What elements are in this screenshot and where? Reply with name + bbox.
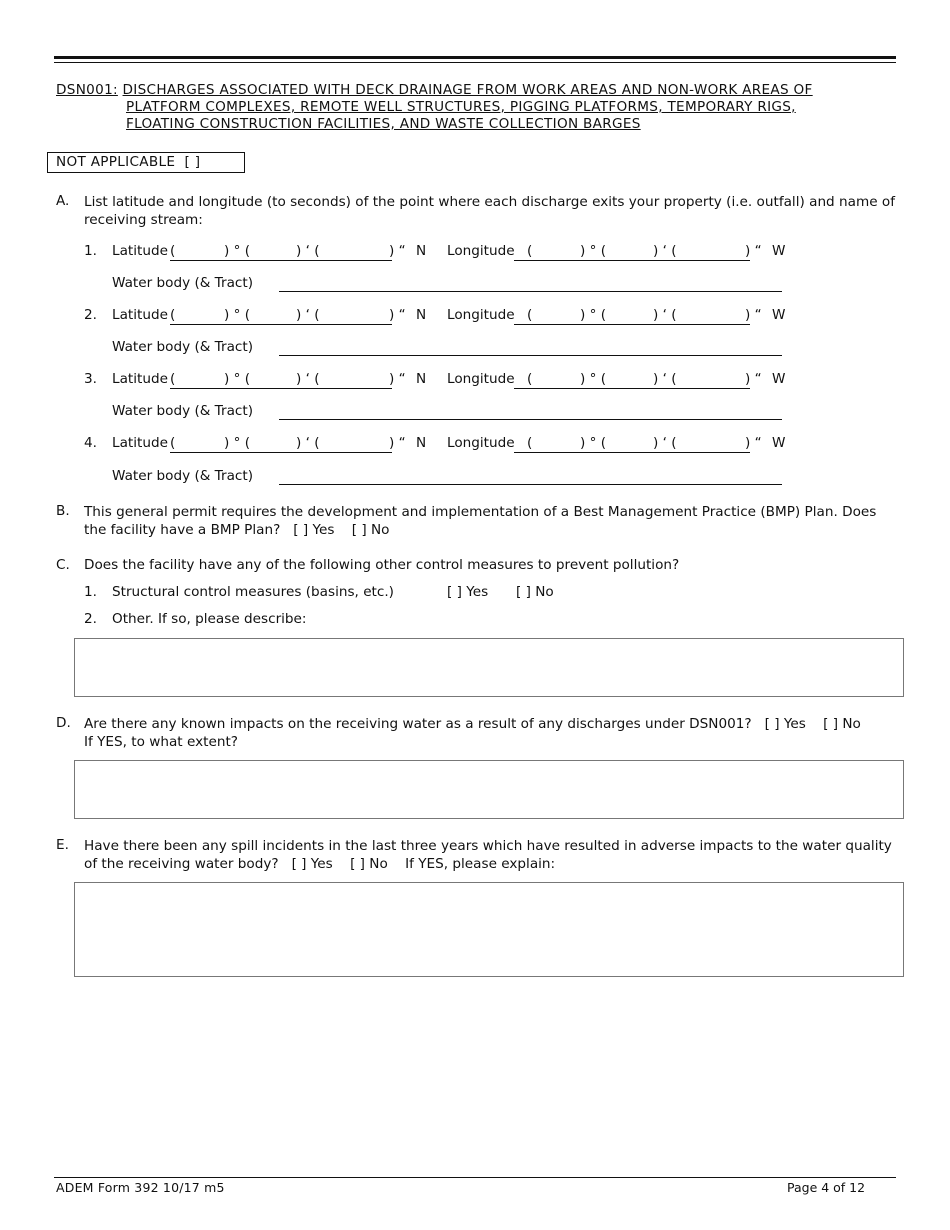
north-label: N <box>416 307 427 323</box>
spill-incidents-yes-checkbox[interactable]: [ ] Yes <box>291 856 333 872</box>
latitude-minutes-symbol: ) ‘ ( <box>296 307 320 323</box>
not-applicable-checkbox[interactable] <box>47 152 245 173</box>
longitude-seconds-symbol: ) “ <box>745 307 762 323</box>
longitude-degrees-symbol: ) ° ( <box>580 307 607 323</box>
longitude-degrees-symbol: ) ° ( <box>580 435 607 451</box>
section-title-line3: FLOATING CONSTRUCTION FACILITIES, AND WASTE COLLECTION BARGES <box>126 116 641 132</box>
west-label: W <box>772 435 786 451</box>
latitude-open-paren: ( <box>170 243 176 259</box>
north-label: N <box>416 435 427 451</box>
water-body-label: Water body (& Tract) <box>112 339 254 355</box>
footer-form-id: ADEM Form 392 10/17 m5 <box>56 1180 225 1195</box>
longitude-input-line[interactable] <box>514 388 750 389</box>
longitude-minutes-symbol: ) ‘ ( <box>653 307 677 323</box>
latitude-seconds-symbol: ) “ <box>389 435 406 451</box>
question-c-letter: C. <box>56 557 70 573</box>
latitude-label: Latitude <box>112 435 168 451</box>
latitude-label: Latitude <box>112 243 168 259</box>
latitude-label: Latitude <box>112 371 168 387</box>
longitude-input-line[interactable] <box>514 324 750 325</box>
longitude-label: Longitude <box>447 371 515 387</box>
longitude-minutes-symbol: ) ‘ ( <box>653 243 677 259</box>
row-number: 2. <box>84 307 97 323</box>
footer-rule <box>54 1177 896 1178</box>
latitude-seconds-symbol: ) “ <box>389 243 406 259</box>
longitude-input-line[interactable] <box>514 452 750 453</box>
not-applicable-box: [ ] <box>184 154 201 170</box>
longitude-open-paren: ( <box>527 243 533 259</box>
spill-incidents-no-checkbox[interactable]: [ ] No <box>350 856 388 872</box>
question-d-followup: If YES, to what extent? <box>84 734 238 750</box>
latitude-open-paren: ( <box>170 307 176 323</box>
question-b-text: This general permit requires the development and implementation of a Best Management Practice (BMP) Plan. Does the facility have a BMP Plan? <box>84 504 877 538</box>
latitude-degrees-symbol: ) ° ( <box>224 307 251 323</box>
question-e-block <box>84 837 896 873</box>
water-body-input-line[interactable] <box>279 355 782 356</box>
longitude-open-paren: ( <box>527 307 533 323</box>
footer-page-number: Page 4 of 12 <box>787 1180 866 1195</box>
question-a-letter: A. <box>56 193 70 209</box>
water-body-label: Water body (& Tract) <box>112 468 254 484</box>
longitude-minutes-symbol: ) ‘ ( <box>653 435 677 451</box>
latitude-input-line[interactable] <box>170 324 392 325</box>
question-b-letter: B. <box>56 503 70 519</box>
structural-control-label: Structural control measures (basins, etc.) <box>112 584 394 600</box>
not-applicable-label: NOT APPLICABLE <box>56 154 176 170</box>
other-control-description-box[interactable] <box>74 638 904 697</box>
latitude-degrees-symbol: ) ° ( <box>224 371 251 387</box>
section-title-line2: PLATFORM COMPLEXES, REMOTE WELL STRUCTURES, PIGGING PLATFORMS, TEMPORARY RIGS, <box>126 99 796 115</box>
spill-explanation-box[interactable] <box>74 882 904 977</box>
question-d-letter: D. <box>56 715 71 731</box>
impact-extent-box[interactable] <box>74 760 904 819</box>
longitude-seconds-symbol: ) “ <box>745 371 762 387</box>
structural-control-no-checkbox[interactable]: [ ] No <box>516 584 554 600</box>
west-label: W <box>772 371 786 387</box>
question-c-item1-num: 1. <box>84 584 97 600</box>
bmp-plan-no-checkbox[interactable]: [ ] No <box>351 522 390 538</box>
latitude-open-paren: ( <box>170 371 176 387</box>
longitude-open-paren: ( <box>527 371 533 387</box>
west-label: W <box>772 243 786 259</box>
water-body-label: Water body (& Tract) <box>112 275 254 291</box>
longitude-seconds-symbol: ) “ <box>745 435 762 451</box>
latitude-input-line[interactable] <box>170 260 392 261</box>
question-d-text: Are there any known impacts on the receiving water as a result of any discharges under DSN001? <box>84 716 752 732</box>
latitude-seconds-symbol: ) “ <box>389 371 406 387</box>
structural-control-yes-checkbox[interactable]: [ ] Yes <box>447 584 489 600</box>
longitude-label: Longitude <box>447 307 515 323</box>
longitude-input-line[interactable] <box>514 260 750 261</box>
latitude-open-paren: ( <box>170 435 176 451</box>
latitude-degrees-symbol: ) ° ( <box>224 435 251 451</box>
question-e-followup: If YES, please explain: <box>405 856 556 872</box>
water-body-label: Water body (& Tract) <box>112 403 254 419</box>
longitude-label: Longitude <box>447 243 515 259</box>
latitude-minutes-symbol: ) ‘ ( <box>296 435 320 451</box>
question-a-text: List latitude and longitude (to seconds) of the point where each discharge exits your property (i.e. outfall) and name of receiving stream: <box>84 194 895 228</box>
question-c-text: Does the facility have any of the following other control measures to prevent pollution? <box>84 557 680 573</box>
latitude-label: Latitude <box>112 307 168 323</box>
latitude-minutes-symbol: ) ‘ ( <box>296 371 320 387</box>
question-e-letter: E. <box>56 837 69 853</box>
known-impacts-yes-checkbox[interactable]: [ ] Yes <box>764 716 806 732</box>
section-code: DSN001: <box>56 82 118 98</box>
question-c-item2-num: 2. <box>84 611 97 627</box>
north-label: N <box>416 371 427 387</box>
other-control-label: Other. If so, please describe: <box>112 611 307 627</box>
north-label: N <box>416 243 427 259</box>
row-number: 1. <box>84 243 97 259</box>
latitude-input-line[interactable] <box>170 452 392 453</box>
row-number: 4. <box>84 435 97 451</box>
longitude-degrees-symbol: ) ° ( <box>580 243 607 259</box>
top-rule-thick <box>54 56 896 59</box>
bmp-plan-yes-checkbox[interactable]: [ ] Yes <box>293 522 335 538</box>
latitude-seconds-symbol: ) “ <box>389 307 406 323</box>
section-heading <box>56 82 896 133</box>
longitude-seconds-symbol: ) “ <box>745 243 762 259</box>
longitude-degrees-symbol: ) ° ( <box>580 371 607 387</box>
top-rule-thin <box>54 62 896 63</box>
longitude-open-paren: ( <box>527 435 533 451</box>
question-b-block <box>84 503 896 539</box>
latitude-minutes-symbol: ) ‘ ( <box>296 243 320 259</box>
section-title-line1: DISCHARGES ASSOCIATED WITH DECK DRAINAGE FROM WORK AREAS AND NON-WORK AREAS OF <box>122 82 813 98</box>
water-body-input-line[interactable] <box>279 419 782 420</box>
longitude-minutes-symbol: ) ‘ ( <box>653 371 677 387</box>
longitude-label: Longitude <box>447 435 515 451</box>
question-d-block <box>84 715 896 751</box>
water-body-input-line[interactable] <box>279 291 782 292</box>
water-body-input-line[interactable] <box>279 484 782 485</box>
row-number: 3. <box>84 371 97 387</box>
latitude-degrees-symbol: ) ° ( <box>224 243 251 259</box>
known-impacts-no-checkbox[interactable]: [ ] No <box>823 716 861 732</box>
west-label: W <box>772 307 786 323</box>
latitude-input-line[interactable] <box>170 388 392 389</box>
question-e-text: Have there been any spill incidents in the last three years which have resulted in adverse impacts to the water quality of the receiving water body? <box>84 838 892 872</box>
